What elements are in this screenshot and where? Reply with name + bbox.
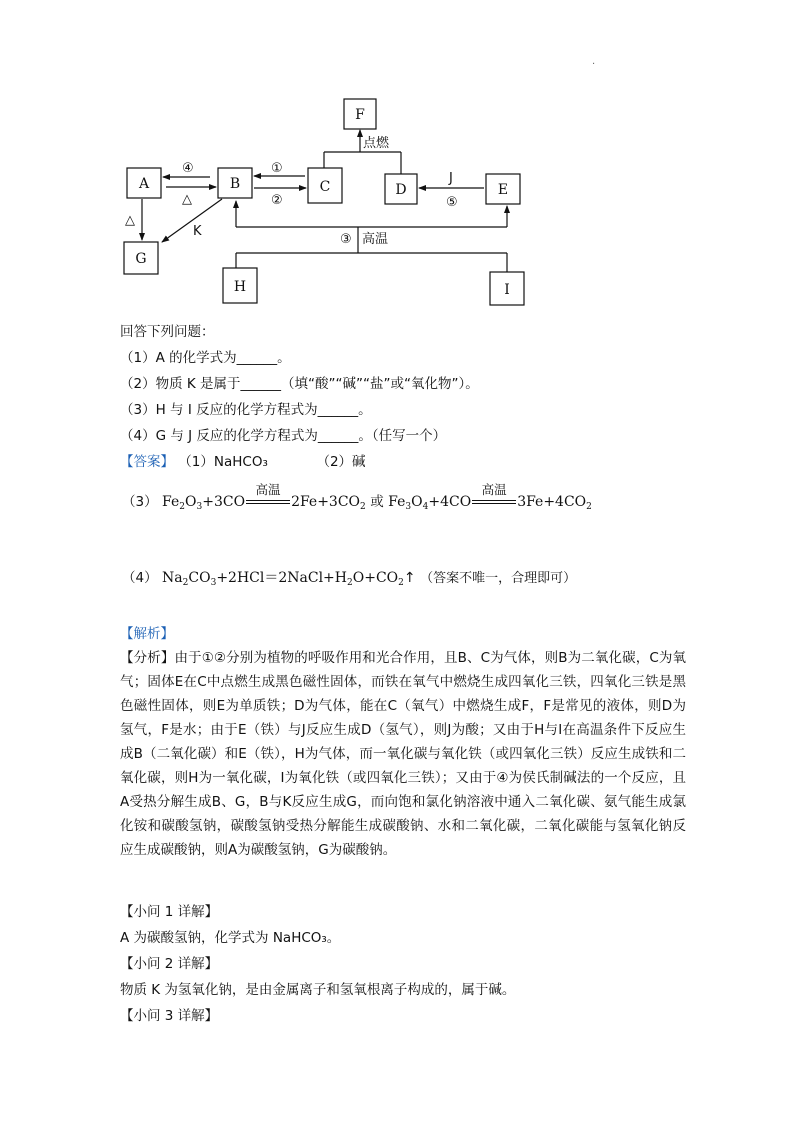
reaction-1-label: ① [271,161,283,176]
sub-question-3-title: 【小问 3 详解】 [120,1008,219,1024]
equation-carbonate-acid: $Na_2CO_3+2HCl=2NaCl+H_2O+CO_2↑$ [162,570,416,588]
sub-question-2-title: 【小问 2 详解】 [120,956,219,972]
heat-ab-label: △ [182,192,192,207]
answer-3-equation [122,482,592,512]
node-d-label: D [395,182,407,198]
analysis-body-text: 由于①②分别为植物的呼吸作用和光合作用，且B、C为气体，则B为二氧化碳，C为氧气；固体E在C中点燃生成黑色磁性固体，而铁在氧气中燃烧生成四氧化三铁，四氧化三铁是黑色磁性固体，则E为单质铁；D为气体，能在C（氧气）中燃烧生成F，F是常见的液体，则D为氢气，F是水；由于E（铁）与J反应生成D（氢气），则J为酸；又由于H与I在高温条件下反应生成B（二氧化碳）和E（铁），H为气体，而一氧化碳与氧化铁（或四氧化三铁）反应生成铁和二氧化碳，则H为一氧化碳，I为氧化铁（或四氧化三铁）；又由于④为侯氏制碱法的一个反应，且A受热分解生成B、G，B与K反应生成G，而向饱和氯化钠溶液中通入二氧化碳、氨气能生成氯化铵和碳酸氢钠，碳酸氢钠受热分解能生成碳酸钠、水和二氧化碳，二氧化碳能与氢氧化钠反应生成碳酸钠，则A为碳酸氢钠，G为碳酸钠。 [120,650,686,858]
analysis-tag: 【解析】 [120,626,174,642]
node-a-label: A [138,176,150,192]
condition-high-temp-1: 高温 [255,482,281,497]
answer-3-number: （3） [122,494,158,510]
reaction-5-label: ⑤ [446,195,458,210]
k-label: K [193,224,202,239]
question-3: （3）H 与 I 反应的化学方程式为______。 [120,402,372,418]
equals-high-temp-1 [245,482,291,510]
answer-4-number: （4） [122,570,158,586]
reaction-3-label: ③ [340,232,352,247]
node-c-label: C [319,179,331,195]
sub-question-1-title: 【小问 1 详解】 [120,904,219,920]
reaction-diagram [100,90,540,315]
sub-question-1-body: A 为碳酸氢钠，化学式为 NaHCO₃。 [120,930,341,946]
high-temp-label: 高温 [362,232,389,247]
ignite-label: 点燃 [363,136,390,151]
questions-intro: 回答下列问题： [120,324,215,340]
page-mark: . [592,56,596,67]
condition-high-temp-2: 高温 [481,482,507,497]
node-b-label: B [229,176,241,192]
node-f-label: F [355,107,365,123]
node-h-label: H [233,279,247,295]
node-g-label: G [135,251,147,267]
answer-4-note: （答案不唯一，合理即可） [420,571,577,586]
heat-ag-label: △ [125,213,135,228]
analysis-body-tag: 【分析】 [120,650,175,666]
or-word: 或 [370,494,384,510]
answer-4-equation [122,566,576,588]
equation-hematite: $Fe_2O_3+3CO$ 高温 $2Fe+3CO_2$ [162,482,366,512]
answer-line [120,452,366,472]
sub-question-2-body: 物质 K 为氢氧化钠，是由金属离子和氢氧根离子构成的，属于碱。 [120,982,516,998]
node-e-label: E [497,182,509,198]
node-i-label: I [504,282,510,298]
equals-high-temp-2 [471,482,517,510]
answer-tag: 【答案】 [120,454,174,470]
answer-2: （2）碱 [316,454,366,470]
equation-magnetite: $Fe_3O_4+4CO$ 高温 $3Fe+4CO_2$ [388,482,592,512]
question-1: （1）A 的化学式为______。 [120,350,291,366]
question-2: （2）物质 K 是属于______（填“酸”“碱”“盐”或“氧化物”）。 [120,376,479,392]
answer-1: （1）NaHCO₃ [178,454,268,470]
question-4: （4）G 与 J 反应的化学方程式为______。（任写一个） [120,428,447,444]
reaction-2-label: ② [271,193,283,208]
reaction-4-label: ④ [182,161,194,176]
j-label: J [449,171,453,186]
analysis-body [120,646,686,862]
